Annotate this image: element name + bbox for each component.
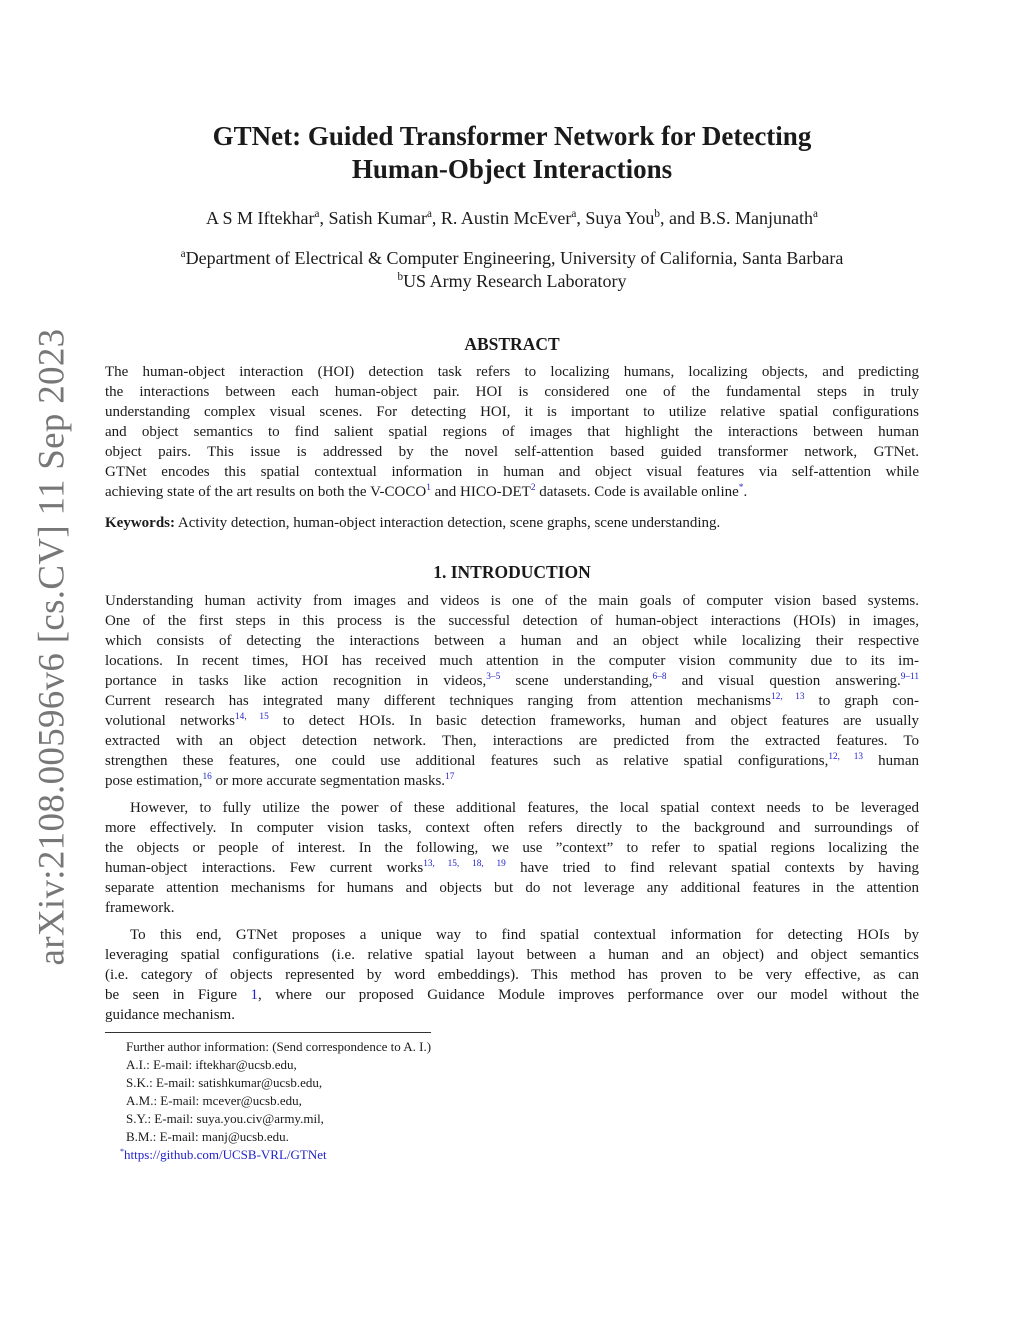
footnote-ref-code[interactable]: * bbox=[738, 483, 744, 493]
abstract-line: The human-object interaction (HOI) detection task refers to localizing humans, localizing objects, and predicting bbox=[105, 364, 919, 380]
abstract-text: achieving state of the art results on both the V-COCO bbox=[105, 484, 427, 500]
footnote-email-iftekhar: A.I.: E-mail: iftekhar@ucsb.edu, bbox=[126, 1057, 297, 1072]
text: volutional networks bbox=[105, 713, 236, 729]
affiliation-mark: b bbox=[397, 271, 404, 283]
text: strengthen these features, one could use additional features such as relative spatial configurations, bbox=[105, 753, 829, 769]
intro-paragraph-1 bbox=[105, 591, 919, 791]
citation-link[interactable]: 17 bbox=[445, 772, 455, 782]
footnote-ref-hicodet[interactable]: 2 bbox=[530, 483, 536, 493]
abstract-line: understanding complex visual scenes. For detecting HOI, it is important to utilize relative spatial configurations bbox=[105, 404, 919, 420]
paper-title bbox=[105, 120, 919, 186]
paragraph-line: the objects or people of interest. In the following, we use ”context” to refer to spatial regions localizing the bbox=[105, 840, 919, 856]
affiliation-ucsb bbox=[105, 247, 919, 269]
citation-link[interactable]: 9–11 bbox=[900, 672, 919, 682]
github-link[interactable]: https://github.com/UCSB-VRL/GTNet bbox=[124, 1147, 327, 1162]
paragraph-line: (i.e. category of objects represented by word embeddings). This method has proven to be very effective, as can bbox=[105, 967, 919, 983]
text: have tried to find relevant spatial contexts by having bbox=[505, 860, 920, 876]
footnote-email-kumar: S.K.: E-mail: satishkumar@ucsb.edu, bbox=[126, 1075, 323, 1090]
affiliation-text: US Army Research Laboratory bbox=[403, 271, 627, 291]
footnote-code-link bbox=[120, 1146, 431, 1164]
author-affiliation-mark: a bbox=[314, 208, 320, 220]
text: to graph con- bbox=[804, 693, 919, 709]
author-name: B.S. Manjunath bbox=[699, 208, 813, 228]
introduction-heading: 1. INTRODUCTION bbox=[433, 562, 591, 582]
footnote-divider bbox=[105, 1032, 431, 1033]
paragraph-line: which consists of detecting the interactions between a human and an object while localizing their respective bbox=[105, 633, 919, 649]
footnote-email-manjunath: B.M.: E-mail: manj@ucsb.edu. bbox=[126, 1129, 289, 1144]
paragraph-line: However, to fully utilize the power of these additional features, the local spatial context needs to be leveraged bbox=[130, 800, 919, 816]
text: human-object interactions. Few current works bbox=[105, 860, 424, 876]
author-name: A S M Iftekhar bbox=[206, 208, 315, 228]
author-affiliation-mark: b bbox=[654, 208, 660, 220]
author-separator: , bbox=[319, 208, 329, 228]
author-name: R. Austin McEver bbox=[440, 208, 572, 228]
text: scene understanding, bbox=[500, 673, 653, 689]
paragraph-line bbox=[105, 691, 919, 711]
text: and visual question answering. bbox=[666, 673, 901, 689]
abstract-body bbox=[105, 362, 919, 502]
author-name: Satish Kumar bbox=[328, 208, 427, 228]
text: or more accurate segmentation masks. bbox=[211, 773, 446, 789]
title-line-1: GTNet: Guided Transformer Network for Detecting bbox=[212, 121, 812, 151]
text: pose estimation, bbox=[105, 773, 203, 789]
text: to detect HOIs. In basic detection frameworks, human and object features are usually bbox=[268, 713, 919, 729]
author-separator: , and bbox=[659, 208, 700, 228]
author-list bbox=[105, 207, 919, 229]
abstract-heading: ABSTRACT bbox=[464, 334, 560, 354]
keywords-text: Activity detection, human-object interaction detection, scene graphs, scene understanding. bbox=[175, 515, 721, 531]
abstract-last-line bbox=[105, 482, 919, 502]
abstract-text: and HICO-DET bbox=[430, 484, 531, 500]
paragraph-line bbox=[105, 671, 919, 691]
keywords bbox=[105, 513, 919, 533]
paragraph-line: One of the first steps in this process is the successful detection of human-object interactions (HOIs) in images, bbox=[105, 613, 919, 629]
abstract-line: object pairs. This issue is addressed by the novel self-attention based guided transformer network, GTNet. bbox=[105, 444, 919, 460]
keywords-line bbox=[105, 513, 919, 533]
text: , where our proposed Guidance Module improves performance over our model without the bbox=[258, 987, 919, 1003]
paragraph-line: Understanding human activity from images and videos is one of the main goals of computer vision based systems. bbox=[105, 593, 919, 609]
paragraph-line bbox=[105, 751, 919, 771]
text: portance in tasks like action recognition in videos, bbox=[105, 673, 487, 689]
author-affiliation-mark: a bbox=[571, 208, 577, 220]
author-separator: , bbox=[576, 208, 586, 228]
paragraph-line: To this end, GTNet proposes a unique way to find spatial contextual information for detecting HOIs by bbox=[130, 927, 919, 943]
keywords-label: Keywords: bbox=[105, 515, 175, 531]
footnote-ref-vcoco[interactable]: 1 bbox=[426, 483, 431, 493]
abstract-line: and object semantics to find salient spatial regions of images that highlight the interactions between human bbox=[105, 424, 919, 440]
paragraph-line bbox=[105, 985, 919, 1005]
author-affiliation-mark: a bbox=[426, 208, 432, 220]
paragraph-line: more effectively. In computer vision tasks, context often refers directly to the background and surroundings of bbox=[105, 820, 919, 836]
citation-link[interactable]: 13, 15, 18, 19 bbox=[423, 859, 506, 869]
citation-link[interactable]: 6–8 bbox=[652, 672, 667, 682]
affiliation-mark: a bbox=[180, 248, 186, 260]
footnote-email-you: S.Y.: E-mail: suya.you.civ@army.mil, bbox=[126, 1111, 324, 1126]
text: be seen in Figure bbox=[105, 987, 251, 1003]
arxiv-stamp-text: arXiv:2108.00596v6 [cs.CV] 11 Sep 2023 bbox=[31, 328, 73, 966]
abstract-line: the interactions between each human-object pair. HOI is considered one of the fundamental steps in truly bbox=[105, 384, 919, 400]
footnotes bbox=[120, 1038, 432, 1164]
text: human bbox=[863, 753, 919, 769]
paragraph-line: leveraging spatial configurations (i.e. relative spatial layout between a human and an object) and object semantics bbox=[105, 947, 919, 963]
text: Current research has integrated many different techniques ranging from attention mechanisms bbox=[105, 693, 772, 709]
citation-link[interactable]: 3–5 bbox=[486, 672, 501, 682]
intro-paragraph-3 bbox=[105, 925, 919, 1025]
abstract-line: GTNet encodes this spatial contextual information in human and object visual features via self-attention while bbox=[105, 464, 919, 480]
paragraph-line: separate attention mechanisms for humans and objects but do not leverage any additional features in the attention bbox=[105, 880, 919, 896]
citation-link[interactable]: 12, 13 bbox=[771, 692, 805, 702]
affiliation-arl bbox=[105, 270, 919, 292]
citation-link[interactable]: 16 bbox=[202, 772, 212, 782]
footnote-mark: * bbox=[120, 1146, 125, 1156]
title-line-2: Human-Object Interactions bbox=[351, 154, 673, 184]
figure-reference-link[interactable]: 1 bbox=[250, 987, 258, 1003]
affiliation-text: Department of Electrical & Computer Engineering, University of California, Santa Barbara bbox=[185, 248, 844, 268]
paragraph-line: extracted with an object detection network. Then, interactions are predicted from the extracted features. To bbox=[105, 733, 919, 749]
footnote-email-mcever: A.M.: E-mail: mcever@ucsb.edu, bbox=[126, 1093, 302, 1108]
abstract-text: . bbox=[743, 484, 748, 500]
author-name: Suya You bbox=[585, 208, 655, 228]
author-separator: , bbox=[431, 208, 441, 228]
paragraph-line: guidance mechanism. bbox=[105, 1007, 235, 1023]
abstract-text: datasets. Code is available online bbox=[535, 484, 739, 500]
paragraph-line bbox=[105, 858, 919, 878]
footnote-line: Further author information: (Send correspondence to A. I.) bbox=[126, 1039, 432, 1054]
author-affiliation-mark: a bbox=[813, 208, 818, 220]
citation-link[interactable]: 12, 13 bbox=[828, 752, 864, 762]
paragraph-line bbox=[105, 771, 919, 791]
paragraph-line bbox=[105, 711, 919, 731]
paragraph-line: framework. bbox=[105, 900, 175, 916]
paragraph-line: locations. In recent times, HOI has received much attention in the computer vision community due to its im- bbox=[105, 653, 919, 669]
citation-link[interactable]: 14, 15 bbox=[235, 712, 269, 722]
intro-paragraph-2 bbox=[105, 798, 919, 918]
